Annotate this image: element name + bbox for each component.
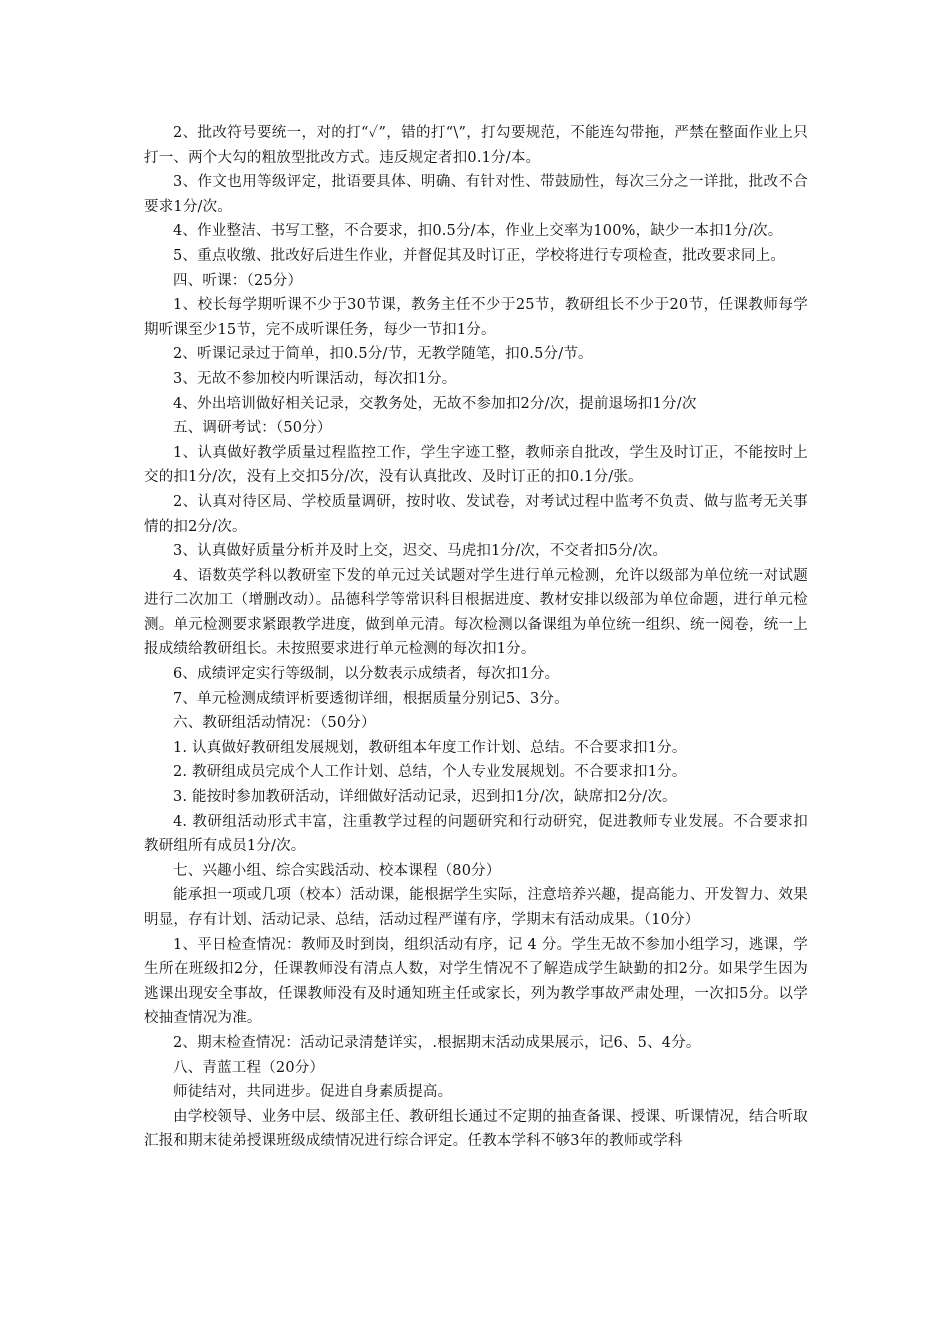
section-heading: 五、调研考试：（50分） bbox=[173, 420, 332, 437]
paragraph: 2、期末检查情况：活动记录清楚详实，.根据期末活动成果展示，记6、5、4分。 bbox=[173, 1034, 701, 1051]
paragraph: 4. 教研组活动形式丰富，注重教学过程的问题研究和行动研究，促进教师专业发展。不合要求扣教研组所有成员1分/次。 bbox=[144, 813, 808, 855]
paragraph: 6、成绩评定实行等级制，以分数表示成绩者，每次扣1分。 bbox=[173, 666, 560, 683]
paragraph: 能承担一项或几项（校本）活动课，能根据学生实际，注意培养兴趣，提高能力、开发智力、效果明显，存有计划、活动记录、总结，活动过程严谨有序，学期末有活动成果。（10分） bbox=[144, 887, 808, 928]
paragraph: 1、平日检查情况：教师及时到岗，组织活动有序，记 4 分。学生无故不参加小组学习，逃课，学生所在班级扣2分，任课教师没有清点人数，对学生情况不了解造成学生缺勤的扣2分。如果学生因为逃课出现安全事故，任课教师没有及时通知班主任或家长，列为教学事故严肃处理，一次扣5分。以学校抽查情况为准。 bbox=[144, 936, 808, 1027]
paragraph: 2、认真对待区局、学校质量调研，按时收、发试卷，对考试过程中监考不负责、做与监考无关事情的扣2分/次。 bbox=[144, 493, 808, 535]
paragraph: 3. 能按时参加教研活动，详细做好活动记录，迟到扣1分/次，缺席扣2分/次。 bbox=[173, 789, 677, 806]
paragraph: 2、听课记录过于简单，扣0.5分/节，无教学随笔，扣0.5分/节。 bbox=[173, 346, 593, 363]
paragraph: 3、作文也用等级评定，批语要具体、明确、有针对性、带鼓励性，每次三分之一详批，批改不合要求1分/次。 bbox=[144, 174, 808, 215]
paragraph: 1、校长每学期听课不少于30节课，教务主任不少于25节，教研组长不少于20节，任课教师每学期听课至少15节，完不成听课任务，每少一节扣1分。 bbox=[144, 297, 808, 338]
paragraph: 由学校领导、业务中层、级部主任、教研组长通过不定期的抽查备课、授课、听课情况，结合听取汇报和期末徒弟授课班级成绩情况进行综合评定。任教本学科不够3年的教师或学科 bbox=[144, 1108, 808, 1150]
paragraph: 4、外出培训做好相关记录，交教务处，无故不参加扣2分/次，提前退场扣1分/次 bbox=[173, 395, 697, 412]
section-heading: 八、青蓝工程（20分） bbox=[173, 1059, 325, 1076]
section-heading: 七、兴趣小组、综合实践活动、校本课程（80分） bbox=[173, 862, 501, 879]
paragraph: 7、单元检测成绩评析要透彻详细，根据质量分别记5、3分。 bbox=[173, 690, 569, 707]
paragraph: 2、批改符号要统一，对的打“✓”，错的打“\”，打勾要规范，不能连勾带拖，严禁在整面作业上只打一、两个大勾的粗放型批改方式。违反规定者扣0.1分/本。 bbox=[144, 125, 808, 166]
document-page bbox=[144, 121, 808, 1154]
paragraph: 师徒结对，共同进步。促进自身素质提高。 bbox=[173, 1084, 453, 1101]
paragraph: 4、语数英学科以教研室下发的单元过关试题对学生进行单元检测，允许以级部为单位统一对试题进行二次加工（增删改动）。品德科学等常识科目根据进度、教材安排以级部为单位命题，进行单元检测。单元检测要求紧跟教学进度，做到单元清。每次检测以备课组为单位统一组织、统一阅卷，统一上报成绩给教研组长。未按照要求进行单元检测的每次扣1分。 bbox=[144, 567, 808, 658]
section-heading: 六、教研组活动情况：（50分） bbox=[173, 715, 376, 732]
paragraph: 3、无故不参加校内听课活动，每次扣1分。 bbox=[173, 370, 457, 387]
section-heading: 四、听课：（25分） bbox=[173, 272, 303, 289]
paragraph: 3、认真做好质量分析并及时上交，迟交、马虎扣1分/次，不交者扣5分/次。 bbox=[173, 543, 668, 560]
paragraph: 5、重点收缴、批改好后进生作业，并督促其及时订正，学校将进行专项检查，批改要求同上。 bbox=[173, 247, 786, 264]
paragraph: 4、作业整洁、书写工整，不合要求，扣0.5分/本，作业上交率为100%，缺少一本扣1分/次。 bbox=[173, 223, 783, 240]
paragraph: 1、认真做好教学质量过程监控工作，学生字迹工整，教师亲自批改，学生及时订正，不能按时上交的扣1分/次，没有上交扣5分/次，没有认真批改、及时订正的扣0.1分/张。 bbox=[144, 444, 808, 486]
paragraph: 1. 认真做好教研组发展规划，教研组本年度工作计划、总结。不合要求扣1分。 bbox=[173, 739, 687, 756]
paragraph: 2. 教研组成员完成个人工作计划、总结，个人专业发展规划。不合要求扣1分。 bbox=[173, 764, 687, 781]
